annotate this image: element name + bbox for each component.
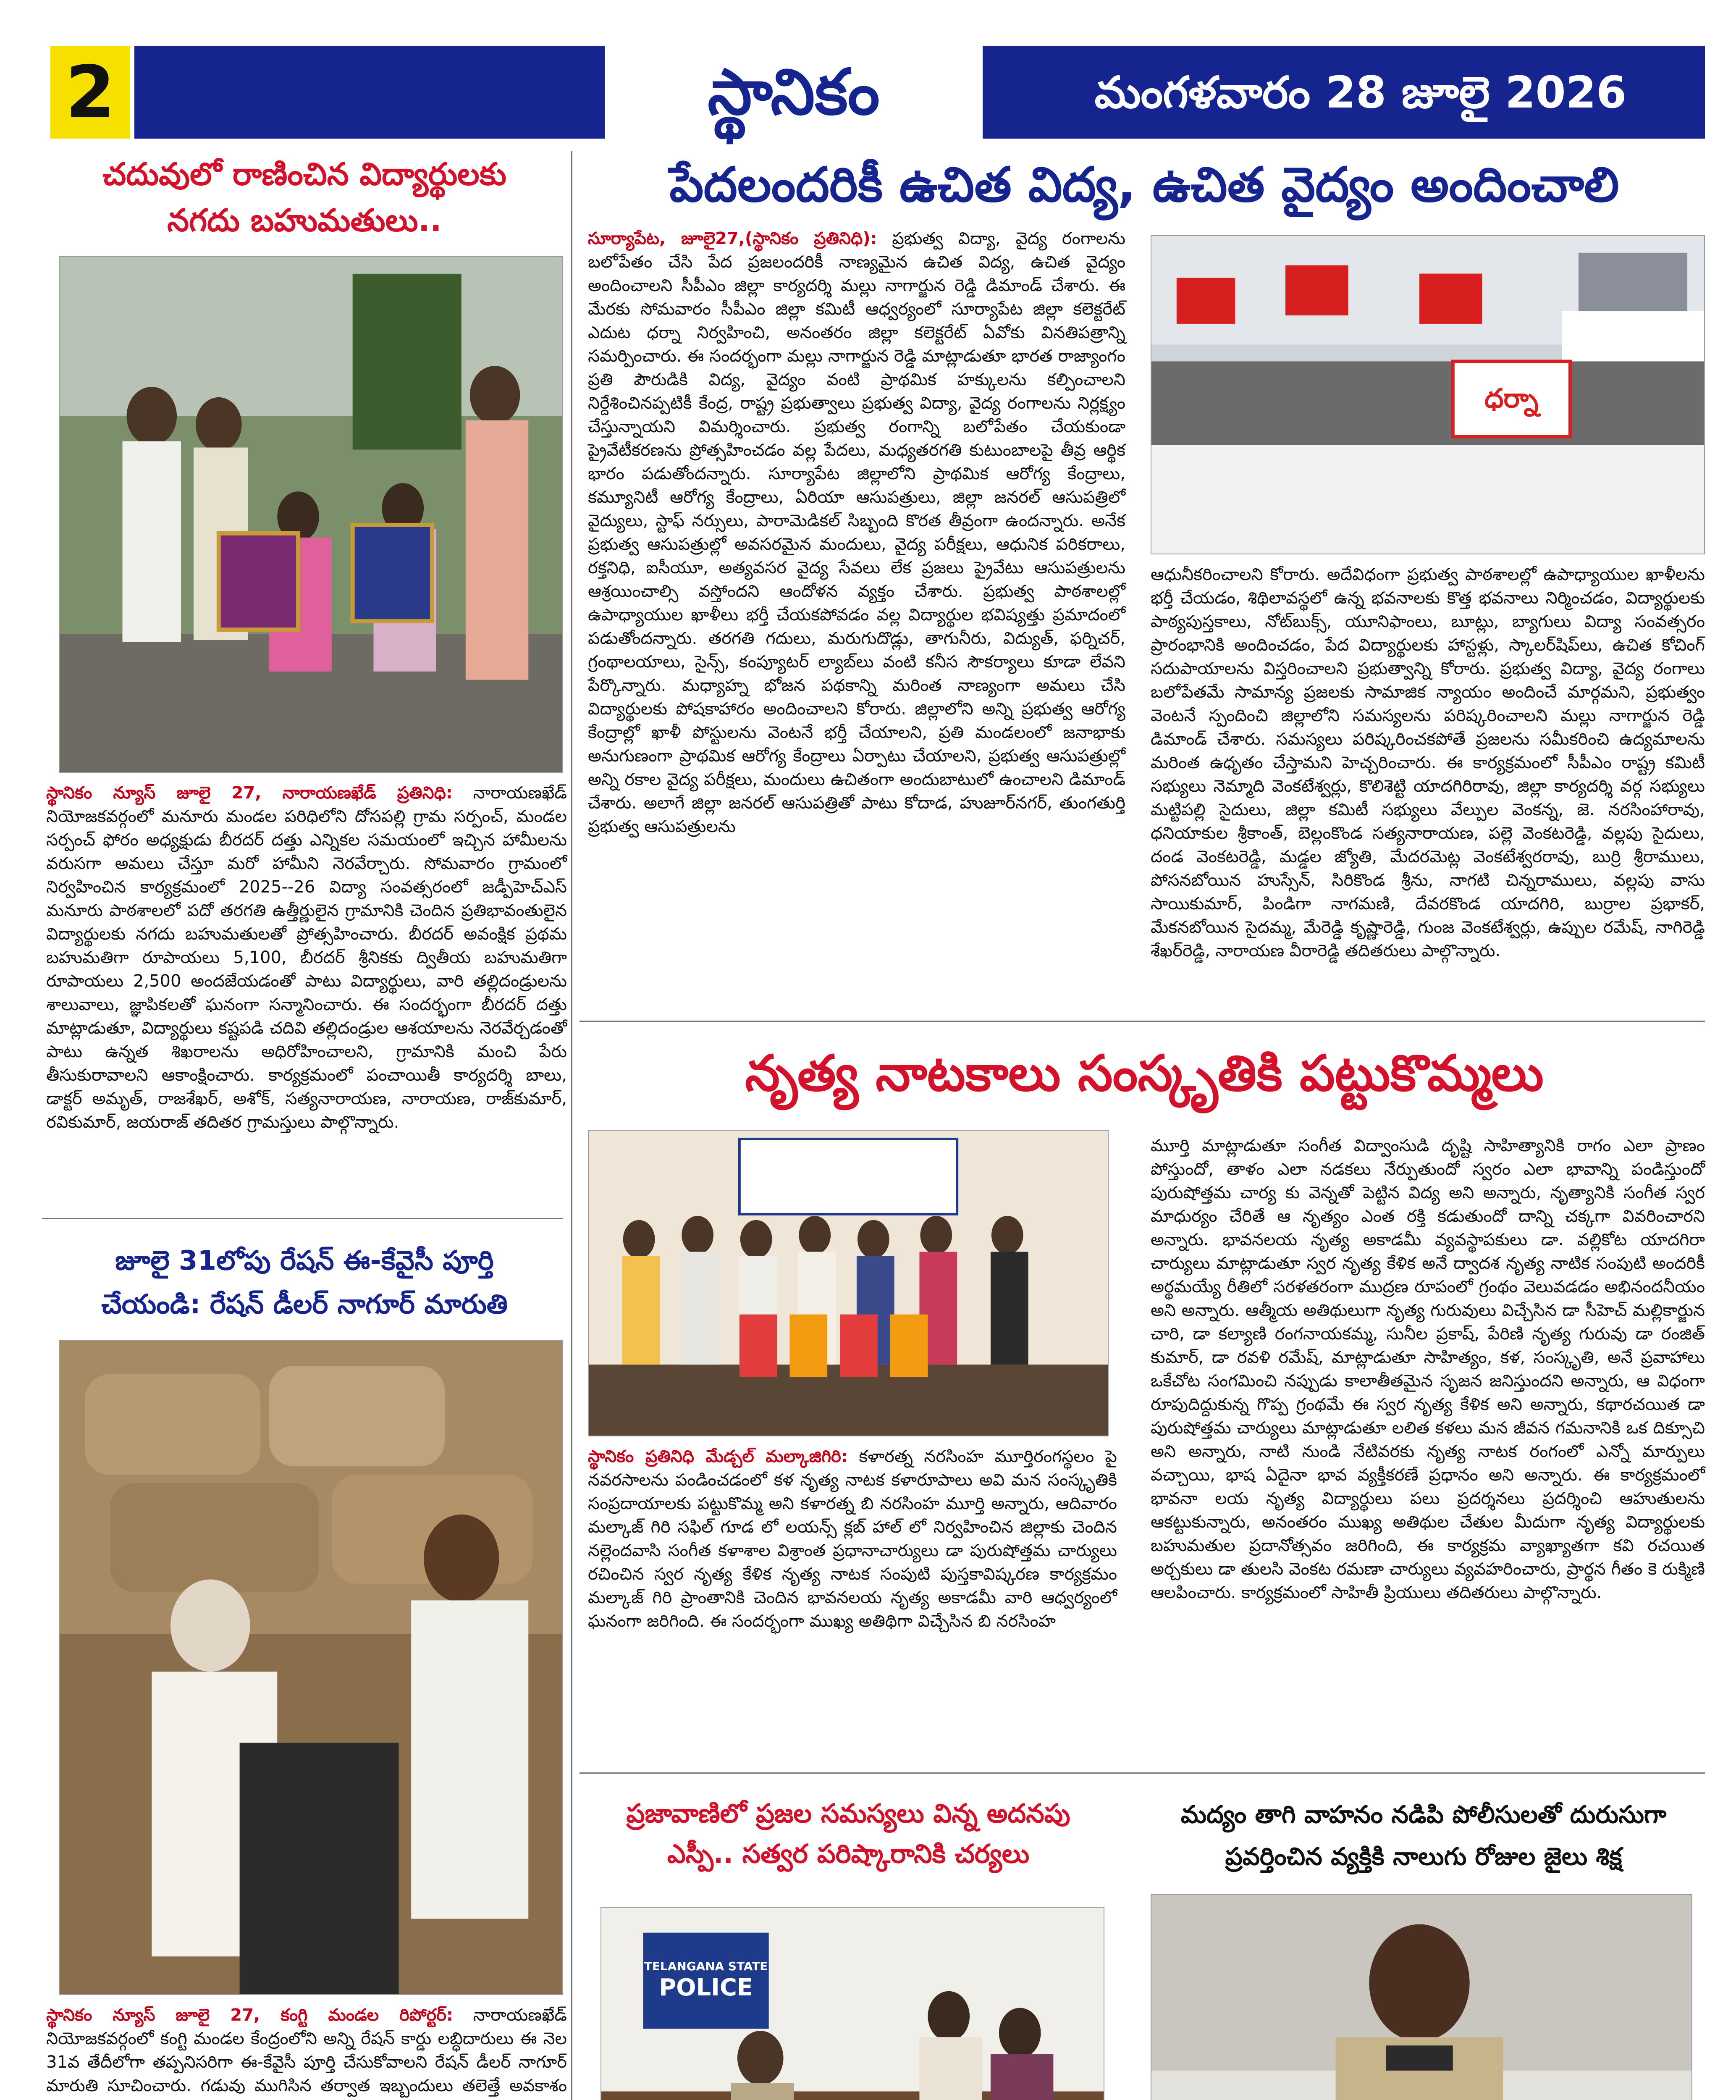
ration-headline-line1: జూలై 31లోపు రేషన్ ఈ-కేవైసీ పూర్తి [115,1245,494,1276]
ration-dateline: స్థానికం న్యూస్ జూలై 27, కంగ్టి మండల రిపోర్టర్: [46,2006,453,2025]
free-education-article-col2 [1151,563,1705,963]
drunk-driving-headline-line2: ప్రవర్తించిన వ్యక్తికి నాలుగు రోజుల జైలు శిక్ష [1225,1842,1622,1871]
dance-headline: నృత్య నాటకాలు సంస్కృతికి పట్టుకొమ్మలు [745,1044,1544,1102]
students-dateline: స్థానికం న్యూస్ జూలై 27, నారాయణఖేడ్ ప్రతినిధి: [46,783,453,803]
police-sign-line2: POLICE [659,1974,753,2001]
ration-photo [59,1340,563,1995]
drunk-driving-photo [1151,1894,1692,2100]
free-education-article-col1 [588,227,1125,838]
dance-body-col2: మూర్తి మాట్లాడుతూ సంగీత విద్వాంసుడి దృష్టి సాహిత్యానికి రాగం ఎలా ప్రాణం పోస్తుందో, తాళం ఎలా నడకలు నేర్పుతుందో స్వరం ఎలా భావాన్ని పండిస్తుందో పురుషోత్తమ చార్య కు వెన్నతో పెట్టిన విద్య అని అన్నారు, నృత్యానికి సంగీత స్వర మాధుర్యం చేరితే ఆ నృత్యం ఎంత రక్తి కడుతుందో దాన్ని చక్కగా వివరించారని అన్నారు. భావనలయ నృత్య అకాడమీ వ్యవస్థాపకులు డా. వల్లికోట యాదగిరా చార్యులు మాట్లాడుతూ స్వర నృత్య కేళిక అనే ద్వాదశ నృత్య నాటిక సంపుటి అందరికీ అర్థమయ్యే రీతిలో సరళతరంగా ముద్రణ రూపంలో గ్రంథం వెలువడడం అభినందనీయం అని అన్నారు. ఆత్మీయ అతిథులుగా నృత్య గురువులు విచ్చేసిన డా సీహెచ్ మల్లికార్జున చారి, డా కల్యాణి రంగనాయకమ్మ, సునీల ప్రకాష్, పేరిణి నృత్య గురువు డా రంజిత్ కుమార్, డా రవళి రమేష్, మాట్లాడుతూ సాహిత్యం, కళ, సంస్కృతి, అనే ప్రవాహాలు ఒకేచోట సంగమించి నప్పుడు కాలాతీతమైన సృజన జనిస్తుందని అన్నారు, ఆ విధంగా రూపుదిద్దుకున్న గొప్ప గ్రంథమే ఈ స్వర నృత్య కేళిక అని అన్నారు, కథారచయిత డా పురుషోత్తమ చార్యులు మాట్లాడుతూ లలిత కళలు మన జీవన గమనానికి ఒక దిక్సూచి అని అన్నారు, నాటి నుండి నేటివరకు నృత్య నాటక రంగంలో ఎన్నో మార్పులు వచ్చాయి, భాష ఏదైనా భావ వ్యక్తీకరణే ప్రధానం అని అన్నారు. ఈ కార్యక్రమంలో భావనా లయ నృత్య విద్యార్థులు పలు ప్రదర్శనలు ప్రదర్శించి ఆహుతులను ఆకట్టుకున్నారు, అనంతరం ముఖ్య అతిథుల చేతుల మీదుగా నృత్య విద్యార్థులకు బహుమతుల ప్రదానోత్సవం జరిగింది, ఈ కార్యక్రమ వ్యాఖ్యాతగా కవి రచయిత అర్చకులు డా తులసి వెంకట రమణా చార్యులు వ్యవహరించారు, ప్రార్థన గీతం కె రుక్మిణి ఆలపించారు. కార్యక్రమంలో సాహితీ ప్రియులు తదితరులు పాల్గొన్నారు. [1151,1136,1705,1602]
free-education-body-col1: ప్రభుత్వ విద్యా, వైద్య రంగాలను బలోపేతం చేసి పేద ప్రజలందరికీ నాణ్యమైన ఉచిత విద్య, ఉచిత వైద్యం అందించాలని సీపీఎం జిల్లా కార్యదర్శి మల్లు నాగార్జున రెడ్డి డిమాండ్ చేశారు. ఈ మేరకు సోమవారం సీపీఎం జిల్లా కమిటీ ఆధ్వర్యంలో సూర్యాపేట జిల్లా కలెక్టరేట్ ఎదుట ధర్నా నిర్వహించి, అనంతరం జిల్లా కలెక్టరేట్ ఏవోకు వినతిపత్రాన్ని సమర్పించారు. ఈ సందర్భంగా మల్లు నాగార్జున రెడ్డి మాట్లాడుతూ భారత రాజ్యాంగం ప్రతి పౌరుడికి విద్య, వైద్యం వంటి ప్రాథమిక హక్కులను కల్పించాలని నిర్దేశించినప్పటికీ కేంద్ర, రాష్ట్ర ప్రభుత్వాలు ప్రభుత్వ విద్యా, వైద్య రంగాలను నిర్లక్ష్యం చేస్తున్నాయని విమర్శించారు. ప్రభుత్వ రంగాన్ని బలోపేతం చేయకుండా ప్రైవేటీకరణను ప్రోత్సహించడం వల్ల పేదలు, మధ్యతరగతి కుటుంబాలపై తీవ్ర ఆర్థిక భారం పడుతోందన్నారు. సూర్యాపేట జిల్లాలోని ప్రాథమిక ఆరోగ్య కేంద్రాలు, కమ్యూనిటీ ఆరోగ్య కేంద్రాలు, ఏరియా ఆసుపత్రులు, జిల్లా జనరల్ ఆసుపత్రిలో వైద్యులు, స్టాఫ్ నర్సులు, పారామెడికల్ సిబ్బంది కొరత తీవ్రంగా ఉందన్నారు. అనేక ప్రభుత్వ ఆసుపత్రుల్లో అవసరమైన మందులు, వైద్య పరీక్షలు, ఆధునిక పరికరాలు, రక్తనిధి, ఐసీయూ, అత్యవసర వైద్య సేవలు లేక ప్రజలు ప్రైవేటు ఆసుపత్రులను ఆశ్రయించాల్సి వస్తోందని ఆందోళన వ్యక్తం చేశారు. ప్రభుత్వ పాఠశాలల్లో ఉపాధ్యాయుల ఖాళీలు భర్తీ చేయకపోవడం వల్ల విద్యార్థుల భవిష్యత్తు ప్రమాదంలో పడుతోందన్నారు. తరగతి గదులు, మరుగుదొడ్లు, తాగునీరు, విద్యుత్, ఫర్నిచర్, గ్రంథాలయాలు, సైన్స్, కంప్యూటర్ ల్యాబ్‌లు వంటి కనీస సౌకర్యాలు కూడా లేవని పేర్కొన్నారు. మధ్యాహ్న భోజన పథకాన్ని మరింత నాణ్యంగా అమలు చేసి విద్యార్థులకు పోషకాహారం అందించాలని కోరారు. జిల్లాలోని అన్ని ప్రభుత్వ ఆరోగ్య కేంద్రాల్లో ఖాళీ పోస్టులను వెంటనే భర్తీ చేయాలని, ప్రతి మండలంలో జనాభాకు అనుగుణంగా ప్రాథమిక ఆరోగ్య కేంద్రాలు ఏర్పాటు చేయాలని, ప్రభుత్వ ఆసుపత్రుల్లో అన్ని రకాల వైద్య పరీక్షలు, మందులు ఉచితంగా అందుబాటులో ఉంచాలని డిమాండ్ చేశారు. అలాగే జిల్లా జనరల్ ఆసుపత్రితో పాటు కోదాడ, హుజూర్‌నగర్, తుంగతుర్తి ప్రభుత్వ ఆసుపత్రులను [588,229,1125,836]
free-education-photo [1151,235,1705,554]
dance-dateline: స్థానికం ప్రతినిధి మేడ్చల్ మల్కాజిగిరి: [588,1447,848,1466]
students-headline-line1: చదువులో రాణించిన విద్యార్థులకు [102,156,506,192]
ration-headline [46,1239,563,1326]
free-education-body-col2: ఆధునీకరించాలని కోరారు. అదేవిధంగా ప్రభుత్వ పాఠశాలల్లో ఉపాధ్యాయుల ఖాళీలను భర్తీ చేయడం, శిథిలావస్థలో ఉన్న భవనాలకు కొత్త భవనాలు నిర్మించడం, విద్యార్థులకు పాఠ్యపుస్తకాలు, నోట్‌బుక్స్, యూనిఫాంలు, బూట్లు, బ్యాగులు విద్యా సంవత్సరం ప్రారంభానికి అందించడం, పేద విద్యార్థులకు హాస్టళ్లు, స్కాలర్‌షిప్‌లు, ఉచిత కోచింగ్ సదుపాయాలను విస్తరించాలని ప్రభుత్వాన్ని కోరారు. ప్రభుత్వ విద్యా, వైద్య రంగాలు బలోపేతమే సామాన్య ప్రజలకు సామాజిక న్యాయం అందించే మార్గమని, ప్రభుత్వం వెంటనే స్పందించి జిల్లాలోని సమస్యలను పరిష్కరించాలని మల్లు నాగార్జున రెడ్డి డిమాండ్ చేశారు. సమస్యలు పరిష్కరించకపోతే ప్రజలను సమీకరించి ఉద్యమాలను మరింత ఉధృతం చేస్తామని హెచ్చరించారు. ఈ కార్యక్రమంలో సీపీఎం రాష్ట్ర కమిటీ సభ్యులు నెమ్మాది వెంకటేశ్వర్లు, కొలిశెట్టి యాదగిరిరావు, జిల్లా కార్యదర్శి వర్గ సభ్యులు మట్టిపల్లి సైదులు, జిల్లా కమిటీ సభ్యులు వేల్పుల వెంకన్న, జె. నరసింహారావు, ధనియాకుల శ్రీకాంత్, బెల్లంకొండ సత్యనారాయణ, పల్లె వెంకటరెడ్డి, వల్లపు సైదులు, దండ వెంకటరెడ్డి, మడ్డల జ్యోతి, మేదరమెట్ల వెంకటేశ్వరరావు, బుర్రి శ్రీరాములు, పోసనబోయిన హుస్సేన్, సిరికొండ శ్రీను, నాగటి చిన్నరాములు, వల్లపు వాసు సాయికుమార్, పిండిగా నాగమణి, దేవరకొండ యాదగిరి, బుర్రాల ప్రభాకర్, మేకనబోయిన సైదమ్మ, మేరెడ్డి కృష్ణారెడ్డి, గుంజ వెంకటేశ్వర్లు, ఉప్పుల రమేష్, నాగిరెడ్డి శేఖర్‌రెడ్డి, నారాయణ వీరారెడ్డి తదితరులు పాల్గొన్నారు. [1151,565,1705,961]
students-photo [59,256,563,773]
page-number: 2 [50,46,130,139]
police-sign-line1: TELANGANA STATE [644,1959,768,1974]
students-headline [46,151,563,244]
students-article [46,781,567,1134]
sp-grievance-headline-line1: ప్రజావాణిలో ప్రజల సమస్యలు విన్న అదనపు [626,1798,1070,1829]
students-headline-line2: నగదు బహుమతులు.. [167,202,442,239]
paper-logo: స్థానికం [708,56,880,129]
free-education-headline: పేదలందరికీ ఉచిత విద్య, ఉచిత వైద్యం అందించాలి [669,157,1619,213]
sp-grievance-photo [601,1907,1104,2100]
sp-grievance-headline-line2: ఎస్పీ.. సత్వర పరిష్కారానికి చర్యలు [667,1838,1030,1869]
row-rule-1 [580,1021,1705,1022]
sp-grievance-headline [584,1793,1113,1874]
ration-headline-line2: చేయండి: రేషన్ డీలర్ నాగూర్ మారుతి [101,1289,508,1320]
students-body: నారాయణఖేడ్ నియోజకవర్గంలో మనూరు మండల పరిధిలోని దోసపల్లి గ్రామ సర్పంచ్, మండల సర్పంచ్ ఫోరం అధ్యక్షుడు బీరదర్ దత్తు ఎన్నికల సమయంలో ఇచ్చిన హామీలను వరుసగా అమలు చేస్తూ మరో హామీని నెరవేర్చారు. సోమవారం గ్రామంలో నిర్వహించిన కార్యక్రమంలో 2025--26 విద్యా సంవత్సరంలో జడ్పీహెచ్ఎస్ మనూరు పాఠశాలలో పదో తరగతి ఉత్తీర్ణులైన గ్రామానికి చెందిన ప్రతిభావంతులైన విద్యార్థులకు నగదు బహుమతులతో ప్రోత్సహించారు. బీరదర్ అవంక్షిక ప్రథమ బహుమతిగా రూపాయలు 5,100, బీరదర్ శ్రీనికకు ద్వితీయ బహుమతిగా రూపాయలు 2,500 అందజేయడంతో పాటు విద్యార్థులు, వారి తల్లిదండ్రులను శాలువాలు, జ్ఞాపికలతో ఘనంగా సన్మానించారు. ఈ సందర్భంగా బీరదర్ దత్తు మాట్లాడుతూ, విద్యార్థులు కష్టపడి చదివి తల్లిదండ్రుల ఆశయాలను నెరవేర్చడంతో పాటు ఉన్నత శిఖరాలను అధిరోహించాలని, గ్రామానికి మంచి పేరు తీసుకురావాలని ఆకాంక్షించారు. కార్యక్రమంలో పంచాయితీ కార్యదర్శి బాలు, డాక్టర్ అమృత్, రాజశేఖర్, అశోక్, సత్యనారాయణ, నారాయణ, రాజ్‌కుమార్, రవికుమార్, జయరాజ్ తదితర గ్రామస్తులు పాల్గొన్నారు. [46,783,567,1132]
masthead [50,46,1705,139]
free-education-dateline: సూర్యాపేట, జూలై27,(స్థానికం ప్రతినిధి): [588,229,877,248]
ration-body: నారాయణఖేడ్ నియోజకవర్గంలో కంగ్టి మండల కేంద్రంలోని అన్ని రేషన్ కార్డు లబ్ధిదారులు ఈ నెల 31వ తేదీలోగా తప్పనిసరిగా ఈ-కేవైసీ పూర్తి చేసుకోవాలని రేషన్ డీలర్ నాగూర్ మారుతి సూచించారు. గడువు ముగిసిన తర్వాత ఇబ్బందులు తలెత్తే అవకాశం [46,2006,567,2095]
dance-article-col2 [1151,1134,1705,1604]
row-rule-2 [580,1772,1705,1774]
dance-article-col1 [588,1445,1117,1633]
dance-body-col1: కళారత్న నరసింహ మూర్తిరంగస్థలం పై నవరసాలను పండించడంలో కళ నృత్య నాటక కళారూపాలు అవి మన సంస్కృతికి సంప్రదాయాలకు పట్టుకొమ్మ అని కళారత్న బి నరసింహ మూర్తి అన్నారు, ఆదివారం మల్కాజ్ గిరి సఫిల్ గూడ లో లయన్స్ క్లబ్ హాల్ లో నిర్వహించిన జిల్లాకు చెందిన నల్లెందవాసి సంగీత కళాశాల విశ్రాంత ప్రధానాచార్యులు డా పురుషోత్తమ చార్యులు రచించిన స్వర నృత్య కేళిక నృత్య నాటక సంపుటి పుస్తకావిష్కరణ కార్యక్రమం మల్కాజ్ గిరి ప్రాంతానికి చెందిన భావనలయ నృత్య అకాడమీ వారి ఆధ్వర్యంలో ఘనంగా జరిగింది. ఈ సందర్భంగా ముఖ్య అతిథిగా విచ్చేసిన బి నరసింహ [588,1447,1117,1631]
row-rule-left-1 [42,1218,563,1219]
column-rule-left [571,151,572,2100]
issue-date: మంగళవారం 28 జూలై 2026 [1094,67,1627,118]
banner-text: ధర్నా [1484,383,1539,414]
drunk-driving-headline [1142,1793,1705,1877]
dance-photo [588,1130,1109,1436]
drunk-driving-headline-line1: మద్యం తాగి వాహనం నడిపి పోలీసులతో దురుసుగా [1180,1800,1667,1829]
ration-article [46,2003,567,2100]
